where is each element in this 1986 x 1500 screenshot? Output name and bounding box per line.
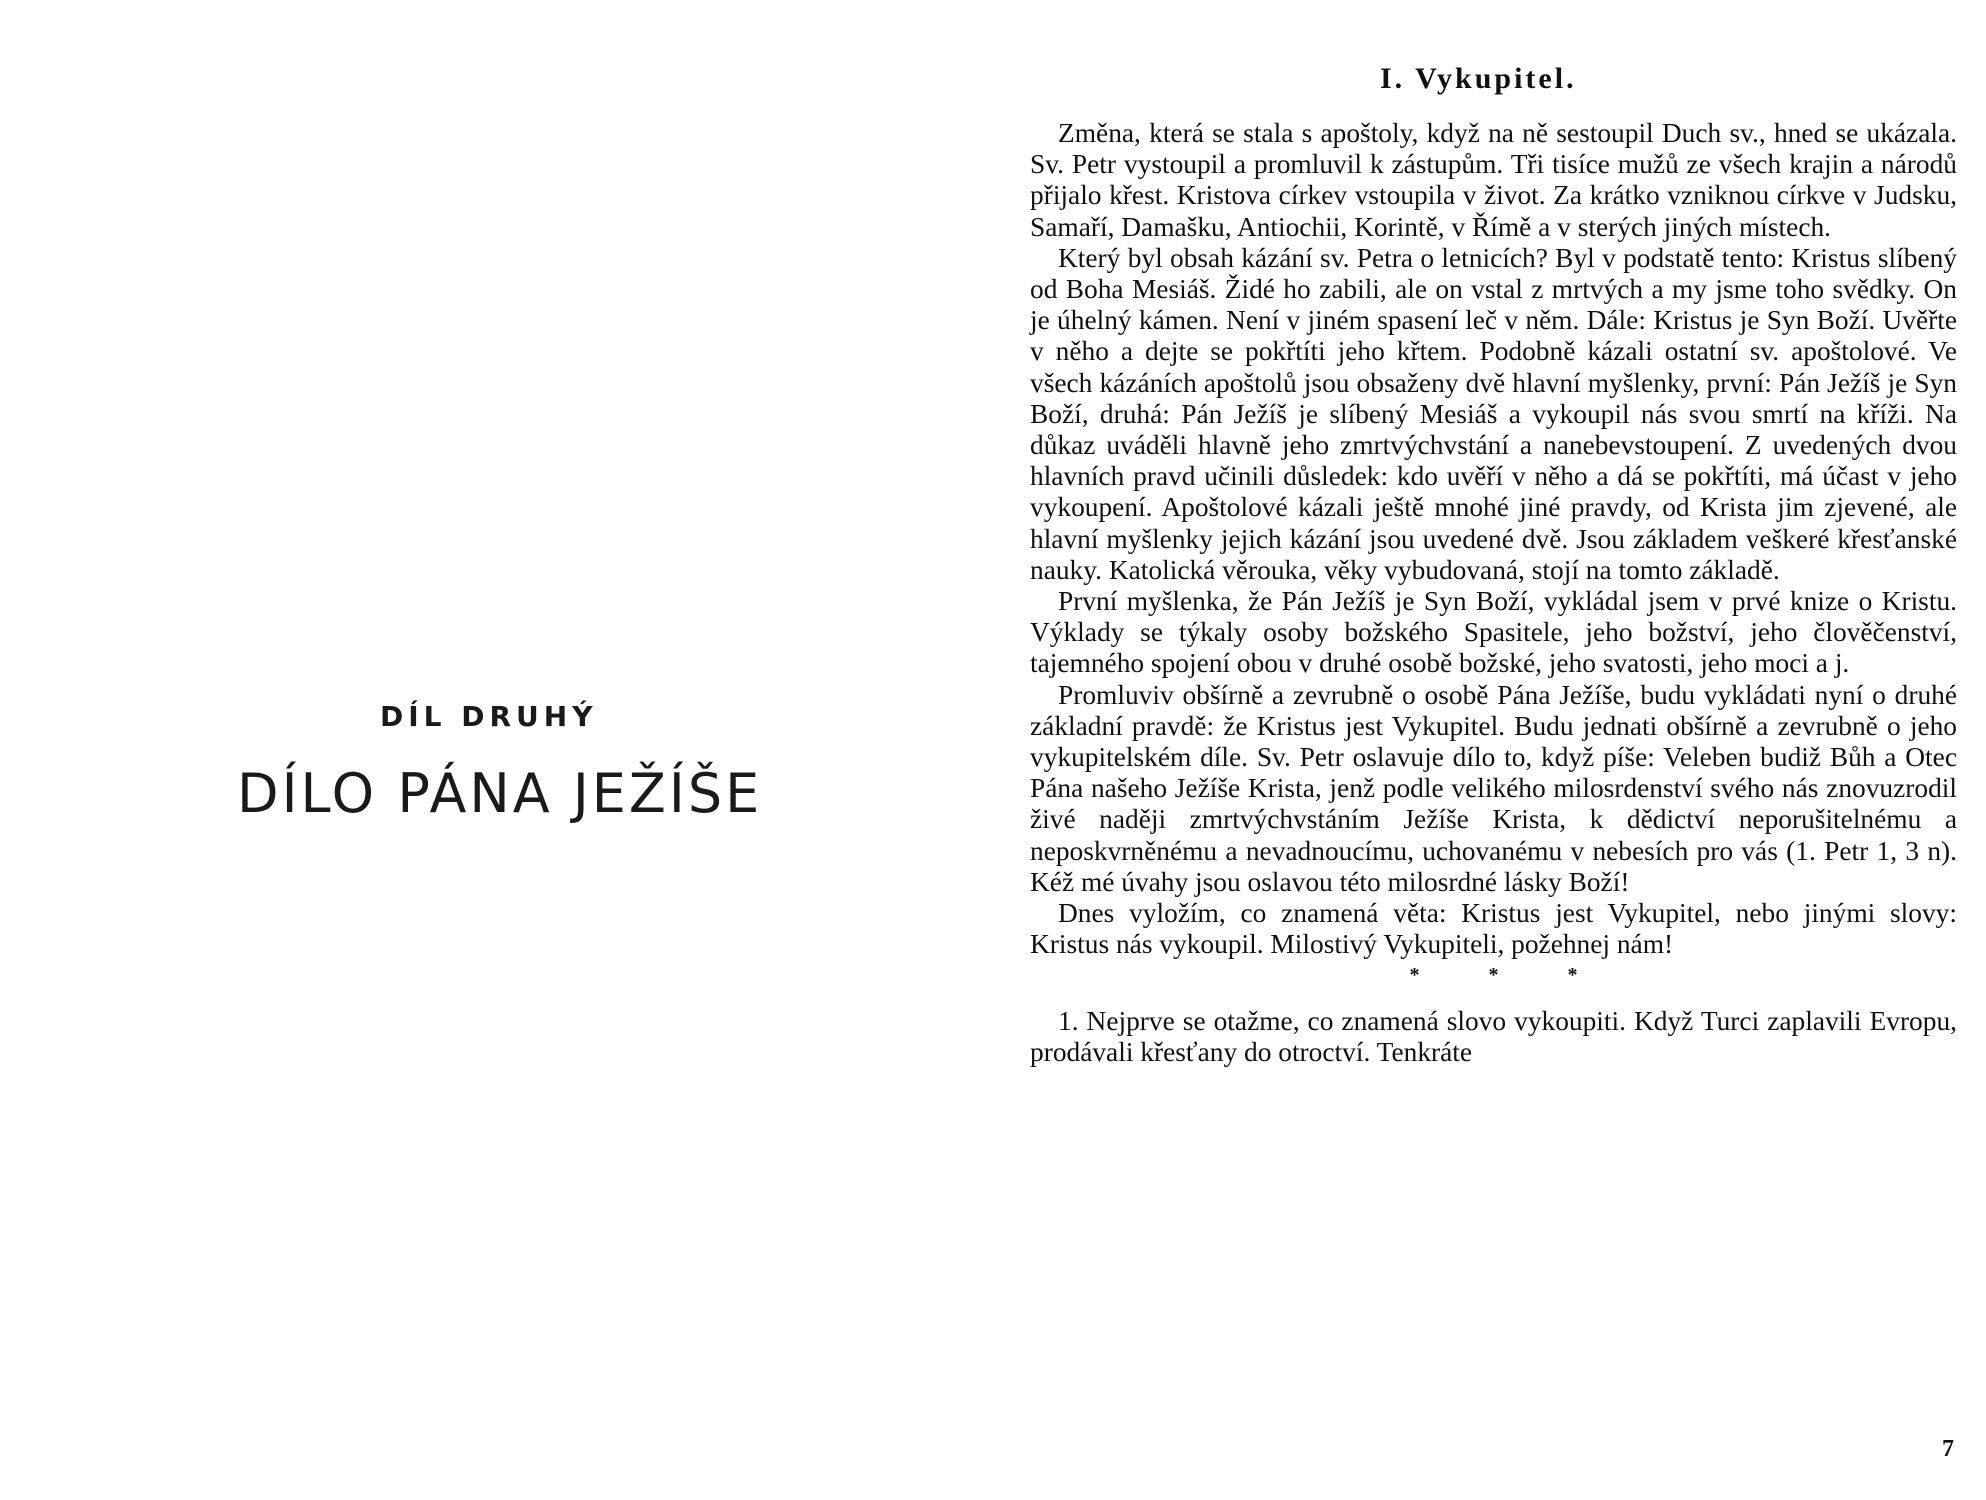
paragraph-1: Změna, která se stala s apoštoly, když na ně sestoupil Duch sv., hned se ukázala. Sv. Petr vystoupil a promluvil k zástupům. Tři tisíce mužů ze všech krajin a národů přijalo křest. Kristova církev vstoupila v život. Za krátko vzniknou církve v Judsku, Samaří, Damašku, Antiochii, Korintě, v Římě a v sterých jiných místech. <box>1030 118 1957 242</box>
chapter-body <box>1030 118 1957 1068</box>
part-title: DÍLO PÁNA JEŽÍŠE <box>237 762 763 825</box>
part-label: DÍL DRUHÝ <box>380 700 598 733</box>
paragraph-3: První myšlenka, že Pán Ježíš je Syn Boží, vykládal jsem v prvé knize o Kristu. Výklady se týkaly osoby božského Spasitele, jeho božství, jeho člověčenství, tajemného spojení obou v druhé osobě božské, jeho svatosti, jeho moci a j. <box>1030 586 1957 679</box>
section-1-paragraph: 1. Nejprve se otažme, co znamená slovo vykoupiti. Když Turci zaplavili Evropu, prodávali křesťany do otroctví. Tenkráte <box>1030 1005 1957 1067</box>
right-page <box>1030 0 1960 1500</box>
chapter-title: I. Vykupitel. <box>1380 62 1577 95</box>
separator-gap <box>1030 992 1957 1006</box>
paragraph-4: Promluviv obšírně a zevrubně o osobě Pána Ježíše, budu vykládati nyní o druhé základní pravdě: že Kristus jest Vykupitel. Budu jednati obšírně a zevrubně o jeho vykupitelském díle. Sv. Petr oslavuje dílo to, když píše: Veleben budiž Bůh a Otec Pána našeho Ježíše Krista, jenž podle velikého milosrdenství svého nás znovuzrodil živé naději zmrtvýchvstáním Ježíše Krista, k dědictví neporušitelnému a neposkvrněnému a nevadnoucímu, uchovanému v nebesích pro vás (1. Petr 1, 3 n). Kéž mé úvahy jsou oslavou této milosrdné lásky Boží! <box>1030 679 1957 897</box>
section-separator: * * * <box>1409 964 1610 987</box>
paragraph-2: Který byl obsah kázání sv. Petra o letnicích? Byl v podstatě tento: Kristus slíbený od Boha Mesiáš. Židé ho zabili, ale on vstal z mrtvých a my jsme toho svědky. On je úhelný kámen. Není v jiném spasení leč v něm. Dále: Kristus je Syn Boží. Uvěřte v něho a dejte se pokřtíti jeho křtem. Podobně kázali ostatní sv. apoštolové. Ve všech kázáních apoštolů jsou obsaženy dvě hlavní myšlenky, první: Pán Ježíš je Syn Boží, druhá: Pán Ježíš je slíbený Mesiáš a vykoupil nás svou smrtí na kříži. Na důkaz uváděli hlavně jeho zmrtvýchvstání a nanebevstoupení. Z uvedených dvou hlavních pravd učinili důsledek: kdo uvěří v něho a dá se pokřtíti, má účast v jeho vykoupení. Apoštolové kázali ještě mnohé jiné pravdy, od Krista jim zjevené, ale hlavní myšlenky jejich kázání jsou uvedené dvě. Jsou základem veškeré křesťanské nauky. Katolická věrouka, věky vybudovaná, stojí na tomto základě. <box>1030 242 1957 585</box>
paragraph-5: Dnes vyložím, co znamená věta: Kristus jest Vykupitel, nebo jinými slovy: Kristus nás vykoupil. Milostivý Vykupiteli, požehnej nám! <box>1030 898 1957 960</box>
page-number: 7 <box>1942 1436 1954 1462</box>
